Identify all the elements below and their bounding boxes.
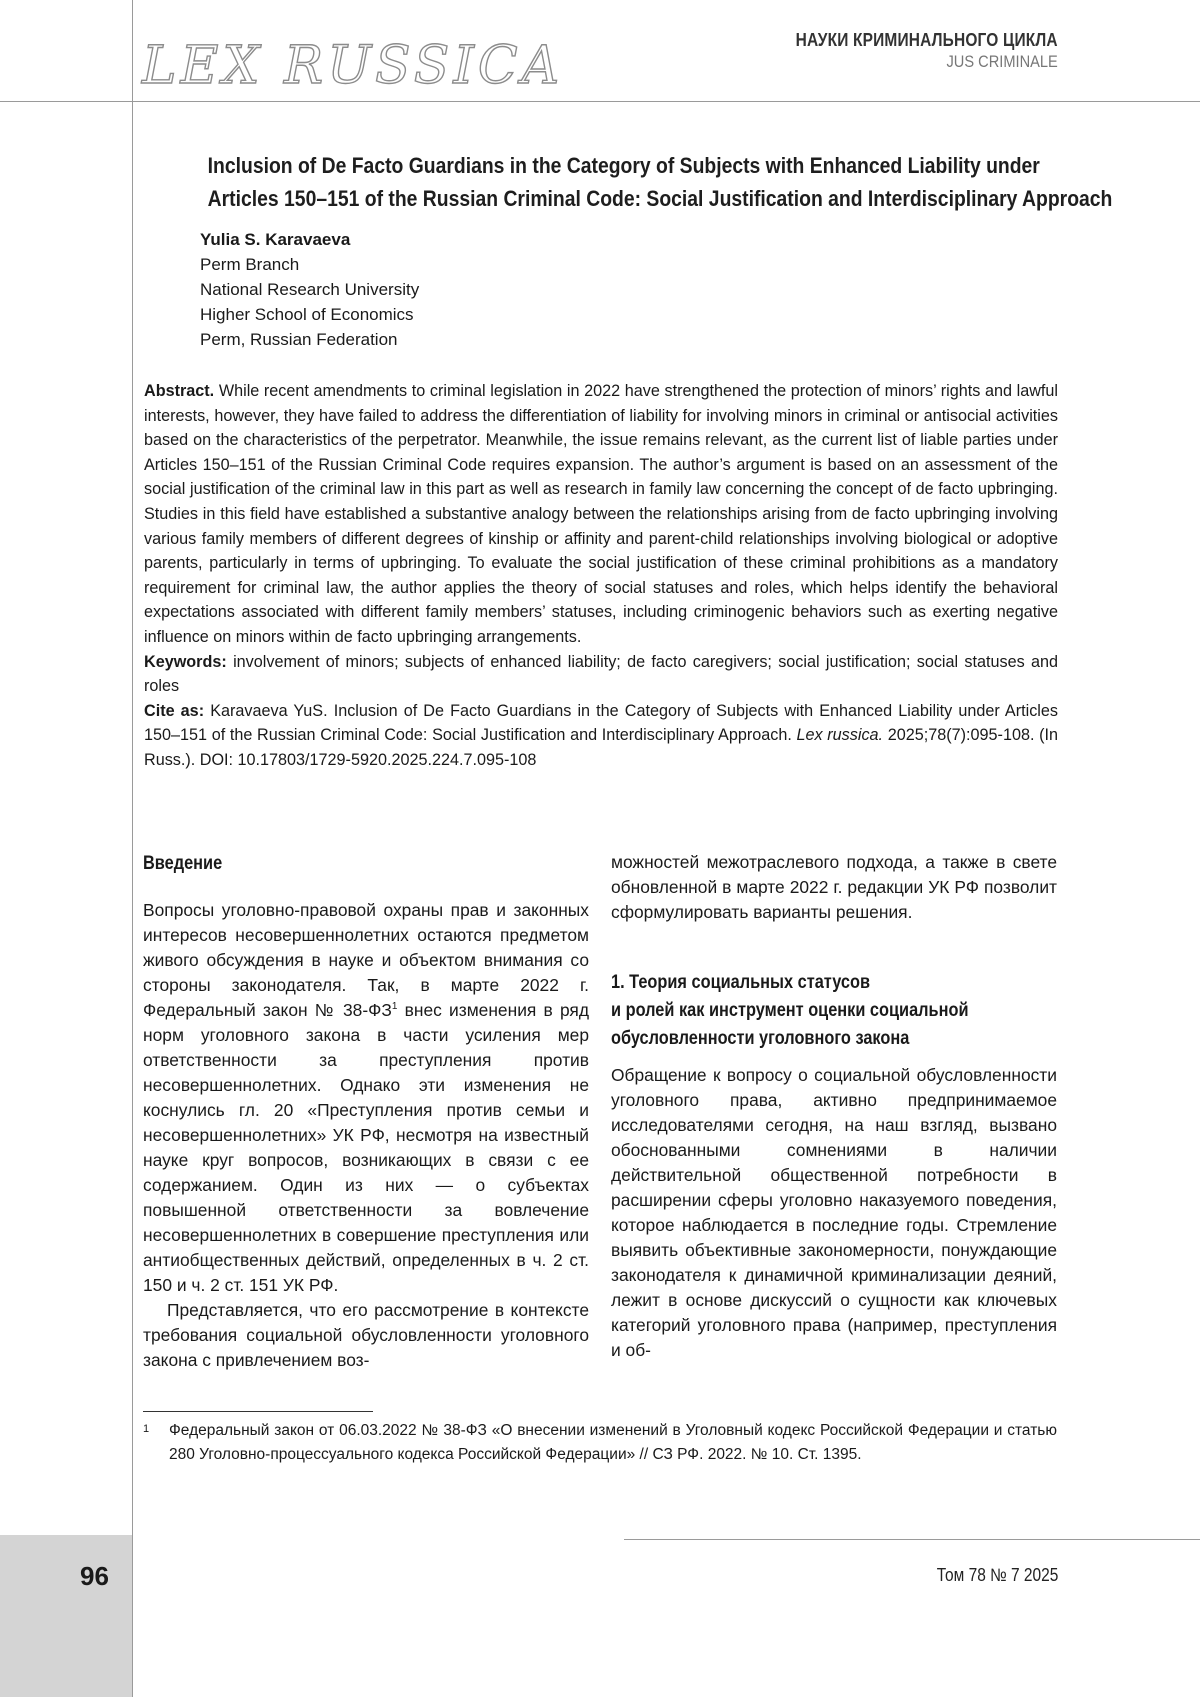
footnote-ref[interactable]: 1 <box>391 1001 398 1013</box>
keywords <box>144 650 1058 699</box>
article-title-line-2: Articles 150–151 of the Russian Criminal Code: Social Justification and Interdisciplinary Approach <box>207 186 1113 211</box>
cite-journal: Lex russica. <box>796 726 884 745</box>
section-heading-1-line-1: 1. Теория социальных статусов <box>611 972 871 993</box>
section-title-ru: НАУКИ КРИМИНАЛЬНОГО ЦИКЛА <box>795 30 1058 50</box>
cite-label: Cite as: <box>144 701 205 720</box>
paragraph-3: Обращение к вопросу о социальной обусловленности уголовного права, активно предпринимаемое исследователями сегодня, на наш взгляд, вызвано обоснованными сомнениями в наличии действительной общественной потребности в расширении сферы уголовно наказуемого поведения, которое наблюдается в последние годы. Стремление выявить объективные закономерности, понуждающие законодателя к динамичной криминализации деяний, лежит в основе дискуссий о сущности как ключевых категорий уголовного права (например, преступления и об- <box>611 1065 1057 1360</box>
paragraph-continued: можностей межотраслевого подхода, а также в свете обновленной в марте 2022 г. редакции УК РФ позволит сформулировать варианты решения. <box>611 852 1057 922</box>
author-name: Yulia S. Karavaeva <box>200 230 351 249</box>
section-title-en: JUS CRIMINALE <box>946 52 1058 71</box>
author-affiliation-2: National Research University <box>200 280 420 299</box>
paragraph-1-part-a: Вопросы уголовно-правовой охраны прав и законных интересов несовершеннолетних остаются предметом живого обсуждения в науке и объектом внимания со стороны законодателя. Так, в марте 2022 г. Федеральный закон № 38-ФЗ <box>143 900 589 1020</box>
footer-rule <box>624 1539 1200 1540</box>
section-heading-1 <box>611 969 1057 1053</box>
journal-logo: LEX RUSSICA <box>142 36 564 96</box>
right-column <box>611 850 1057 1363</box>
author-affiliation-1: Perm Branch <box>200 255 300 274</box>
keywords-text: involvement of minors; subjects of enhanced liability; de facto caregivers; social justification; social statuses and roles <box>144 652 1058 696</box>
abstract-text: While recent amendments to criminal legislation in 2022 have strengthened the protection of minors’ rights and lawful interests, however, they have failed to address the differentiation of liability for involving minors in criminal or antisocial activities based on the characteristics of the perpetrator. Meanwhile, the issue remains relevant, as the current list of liable parties under Articles 150–151 of the Russian Criminal Code requires expansion. The author’s argument is based on an assessment of the social justification of the criminal law in this part as well as research in family law concerning the concept of de facto upbringing. Studies in this field have established a substantive analogy between the relationships arising from de facto upbringing involving various family members of different degrees of kinship or affinity and parent-child relationships involving biological or adoptive parents, particularly in terms of upbringing. To evaluate the social justification of these criminal prohibitions as a mandatory requirement for criminal law, the author applies the theory of social statuses and roles, which helps identify the behavioral expectations associated with different family members’ statuses, including criminogenic behaviors such as exerting negative influence on minors within de facto upbringing arrangements. <box>144 382 1059 646</box>
footnote <box>143 1419 1057 1467</box>
paragraph-1-part-b: внес изменения в ряд норм уголовного закона в части усиления мер ответственности за преступления против несовершеннолетних. Однако эти изменения не коснулись гл. 20 «Преступления против семьи и несовершеннолетних» УК РФ, несмотря на известный науке круг вопросов, возникающих в связи с ее содержанием. Один из них — о субъектах повышенной ответственности за вовлечение несовершеннолетних в совершение преступления или антиобщественных действий, определенных в ч. 2 ст. 150 и ч. 2 ст. 151 УК РФ. <box>143 1000 589 1295</box>
abstract-block <box>144 379 1058 773</box>
section-header <box>753 30 1058 72</box>
abstract-label: Abstract. <box>144 382 215 400</box>
paragraph-1 <box>143 898 589 1298</box>
section-heading-intro <box>143 850 589 878</box>
author-affiliation-3: Higher School of Economics <box>200 305 414 324</box>
author-block <box>200 227 419 352</box>
section-heading-intro-text: Введение <box>143 853 223 874</box>
citation <box>144 699 1058 773</box>
footnote-number: 1 <box>143 1423 150 1435</box>
left-column <box>143 850 589 1373</box>
footnote-rule <box>143 1411 373 1412</box>
abstract <box>144 379 1058 650</box>
section-heading-1-line-2: и ролей как инструмент оценки социальной <box>611 1000 969 1021</box>
paragraph-2: Представляется, что его рассмотрение в контексте требования социальной обусловленности уголовного закона с привлечением воз- <box>143 1300 589 1370</box>
keywords-label: Keywords: <box>144 652 227 671</box>
author-affiliation-4: Perm, Russian Federation <box>200 330 398 349</box>
header-rule <box>0 101 1200 102</box>
left-margin-strip <box>0 0 133 1697</box>
article-title-line-1: Inclusion of De Facto Guardians in the Category of Subjects with Enhanced Liability under <box>207 153 1040 178</box>
footnote-text: Федеральный закон от 06.03.2022 № 38-ФЗ «О внесении изменений в Уголовный кодекс Российской Федерации и статью 280 Уголовно-процессуального кодекса Российской Федерации» // СЗ РФ. 2022. № 10. Ст. 1395. <box>169 1422 1057 1463</box>
section-heading-1-line-3: обусловленности уголовного закона <box>611 1028 910 1049</box>
article-title <box>143 149 1113 215</box>
page-number-box <box>0 1535 132 1697</box>
volume-issue: Том 78 № 7 2025 <box>936 1565 1058 1585</box>
page-number: 96 <box>80 1561 109 1591</box>
cite-doi: 2025;78(7):095-108. (In Russ.). DOI: 10.17803/1729-5920.2025.224.7.095-108 <box>144 726 1059 769</box>
cite-text: Karavaeva YuS. Inclusion of De Facto Guardians in the Category of Subjects with Enhanced Liability under Articles 150–151 of the Russian Criminal Code: Social Justification and Interdisciplinary Approach. <box>144 701 1059 745</box>
